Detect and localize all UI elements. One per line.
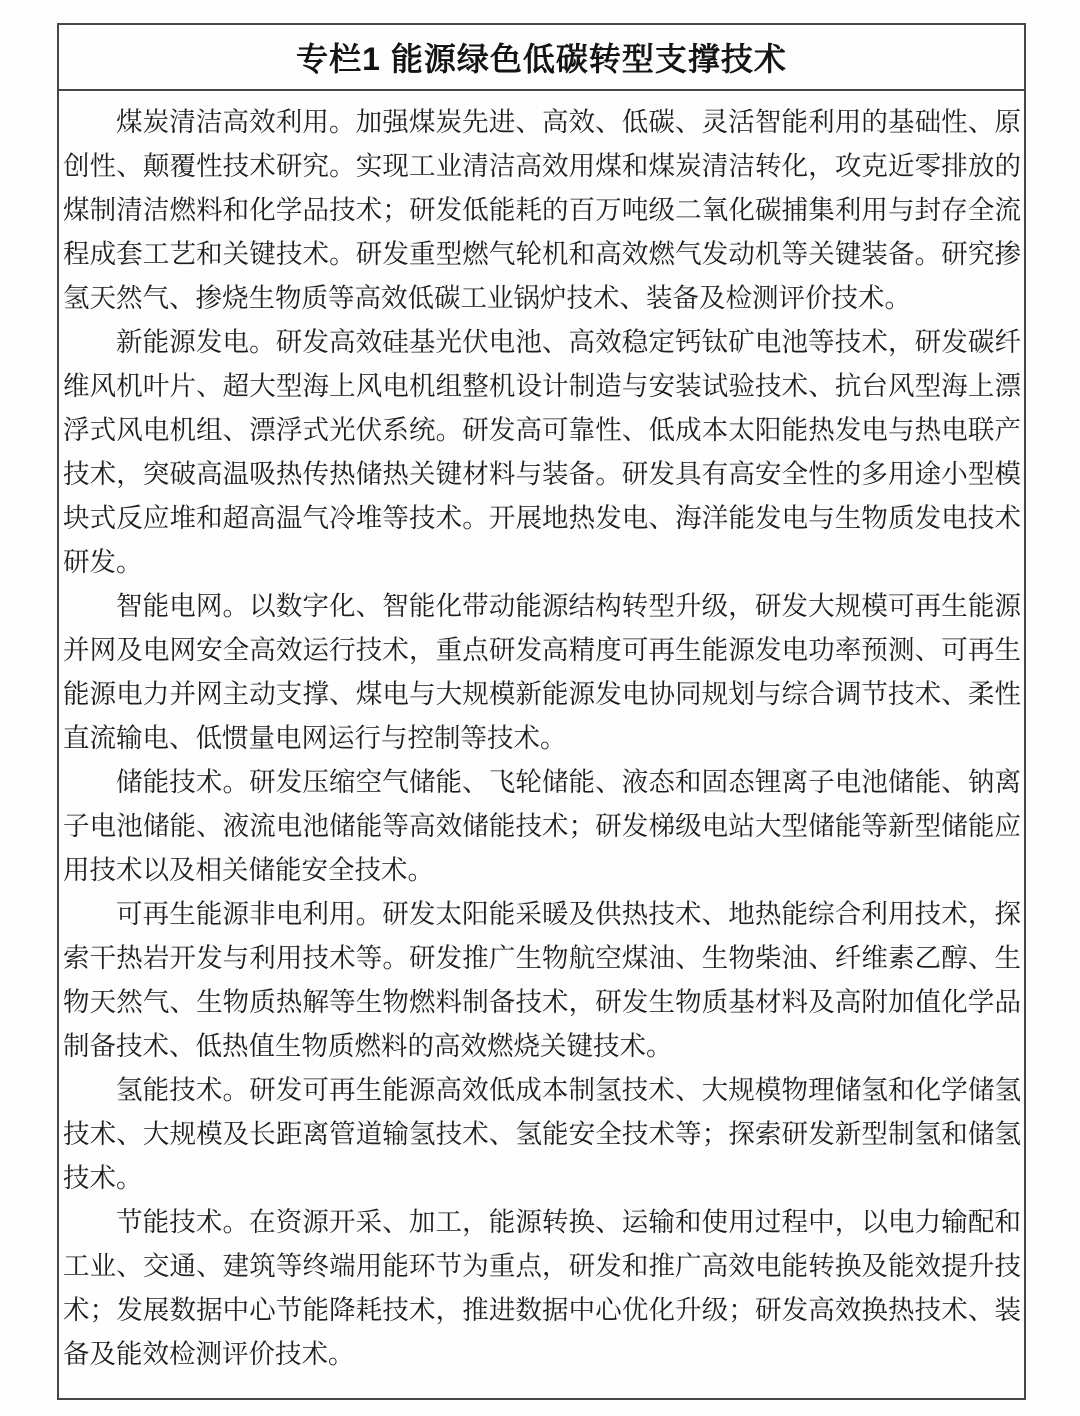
callout-box (57, 23, 1026, 1400)
box-title: 专栏1 能源绿色低碳转型支撑技术 (296, 41, 787, 77)
box-header (59, 25, 1024, 91)
paragraph-new-energy-power-generation: 新能源发电。研发高效硅基光伏电池、高效稳定钙钛矿电池等技术，研发碳纤维风机叶片、超大型海上风电机组整机设计制造与安装试验技术、抗台风型海上漂浮式风电机组、漂浮式光伏系统。研发高可靠性、低成本太阳能热发电与热电联产技术，突破高温吸热传热储热关键材料与装备。研发具有高安全性的多用途小型模块式反应堆和超高温气冷堆等技术。开展地热发电、海洋能发电与生物质发电技术研发。 (63, 327, 1021, 577)
paragraph-energy-saving-technology: 节能技术。在资源开采、加工，能源转换、运输和使用过程中，以电力输配和工业、交通、建筑等终端用能环节为重点，研发和推广高效电能转换及能效提升技术；发展数据中心节能降耗技术，推进数据中心优化升级；研发高效换热技术、装备及能效检测评价技术。 (63, 1207, 1021, 1369)
paragraph-hydrogen-technology: 氢能技术。研发可再生能源高效低成本制氢技术、大规模物理储氢和化学储氢技术、大规模及长距离管道输氢技术、氢能安全技术等；探索研发新型制氢和储氢技术。 (63, 1075, 1021, 1193)
paragraph-energy-storage-technology: 储能技术。研发压缩空气储能、飞轮储能、液态和固态锂离子电池储能、钠离子电池储能、液流电池储能等高效储能技术；研发梯级电站大型储能等新型储能应用技术以及相关储能安全技术。 (63, 767, 1021, 885)
paragraph-renewable-non-electric-utilization: 可再生能源非电利用。研发太阳能采暖及供热技术、地热能综合利用技术，探索干热岩开发与利用技术等。研发推广生物航空煤油、生物柴油、纤维素乙醇、生物天然气、生物质热解等生物燃料制备技术，研发生物质基材料及高附加值化学品制备技术、低热值生物质燃料的高效燃烧关键技术。 (63, 899, 1021, 1061)
paragraph-coal-clean-utilization: 煤炭清洁高效利用。加强煤炭先进、高效、低碳、灵活智能利用的基础性、原创性、颠覆性技术研究。实现工业清洁高效用煤和煤炭清洁转化，攻克近零排放的煤制清洁燃料和化学品技术；研发低能耗的百万吨级二氧化碳捕集利用与封存全流程成套工艺和关键技术。研发重型燃气轮机和高效燃气发动机等关键装备。研究掺氢天然气、掺烧生物质等高效低碳工业锅炉技术、装备及检测评价技术。 (63, 107, 1021, 313)
paragraph-smart-grid: 智能电网。以数字化、智能化带动能源结构转型升级，研发大规模可再生能源并网及电网安全高效运行技术，重点研发高精度可再生能源发电功率预测、可再生能源电力并网主动支撑、煤电与大规模新能源发电协同规划与综合调节技术、柔性直流输电、低惯量电网运行与控制等技术。 (63, 591, 1021, 753)
box-body (59, 91, 1024, 1376)
